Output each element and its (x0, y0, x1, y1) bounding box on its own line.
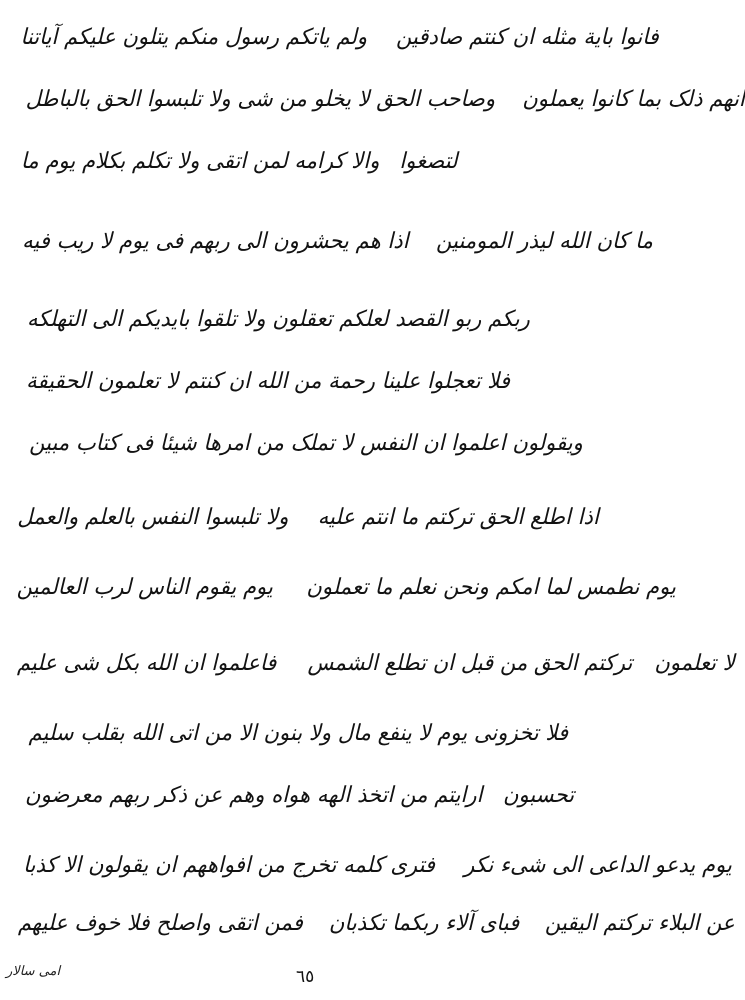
line-13-segment-1: فتری کلمه تخرج من افواههم ان یقولون الا کذبا (23, 853, 436, 878)
line-14-segment-2: فبای آلاء ربکما تکذبان (328, 911, 519, 936)
line-8-segment-2: اذا اطلع الحق ترکتم ما انتم علیه (318, 505, 600, 530)
text-line-12 (6, 776, 575, 820)
line-12-segment-1: ارایتم من اتخذ الهه هواه وهم عن ذکر ربهم معرضون (25, 783, 483, 808)
text-line-3 (6, 142, 522, 186)
line-3-segment-2: لتصغوا (399, 149, 458, 174)
text-line-6 (6, 362, 522, 406)
line-10-segment-1: فاعلموا ان الله بکل شی علیم (16, 651, 277, 676)
text-line-5 (6, 300, 530, 344)
text-line-9 (6, 568, 676, 612)
text-line-1 (6, 18, 659, 62)
line-5-segment-1: ربکم ربو القصد لعلکم تعقلون ولا تلقوا بایدیکم الی التهلکه (26, 307, 530, 332)
line-8-segment-1: ولا تلبسوا النفس بالعلم والعمل (17, 505, 289, 530)
line-2-segment-2: انهم ذلک بما کانوا یعملون (522, 87, 745, 112)
signature: امی سالار (6, 964, 61, 979)
line-3-segment-1: والا کرامه لمن اتقی ولا تکلم بکلام یوم ما (20, 149, 380, 174)
line-10-segment-2: ترکتم الحق من قبل ان تطلع الشمس (307, 651, 633, 676)
text-line-4 (6, 222, 653, 266)
line-13-segment-2: یوم یدعو الداعی الی شیء نکر (464, 853, 732, 878)
text-line-10 (6, 644, 735, 688)
text-line-11 (6, 714, 569, 758)
text-line-2 (6, 80, 745, 124)
line-9-segment-2: یوم نطمس لما امکم ونحن نعلم ما تعملون (306, 575, 676, 600)
line-14-segment-1: فمن اتقی واصلح فلا خوف علیهم (17, 911, 303, 936)
line-1-segment-2: فانوا بایة مثله ان کنتم صادقین (396, 25, 659, 50)
line-1-segment-1: ولم یاتکم رسول منکم یتلون علیکم آیاتنا (20, 25, 368, 50)
line-6-segment-1: فلا تعجلوا علینا رحمة من الله ان کنتم لا تعلمون الحقیقة (26, 369, 511, 394)
line-4-segment-2: ما کان الله لیذر المومنین (435, 229, 653, 254)
line-2-segment-1: وصاحب الحق لا یخلو من شی ولا تلبسوا الحق بالباطل (25, 87, 496, 112)
line-12-segment-2: تحسبون (503, 783, 575, 808)
line-7-segment-1: ویقولون اعلموا ان النفس لا تملک من امرها شیئا فی کتاب مبین (29, 431, 583, 456)
line-4-segment-1: اذا هم یحشرون الی ربهم فی یوم لا ریب فیه (22, 229, 409, 254)
line-9-segment-1: یوم یقوم الناس لرب العالمین (16, 575, 273, 600)
text-line-13 (6, 846, 732, 890)
line-14-segment-3: عن البلاء ترکتم الیقین (544, 911, 735, 936)
page-number: ٦٥ (296, 967, 315, 987)
text-line-14 (6, 904, 735, 948)
text-line-8 (6, 498, 600, 542)
line-11-segment-1: فلا تخزونی یوم لا ینفع مال ولا بنون الا من اتی الله بقلب سلیم (28, 721, 569, 746)
text-line-7 (6, 424, 583, 468)
line-10-segment-3: لا تعلمون (654, 651, 735, 676)
